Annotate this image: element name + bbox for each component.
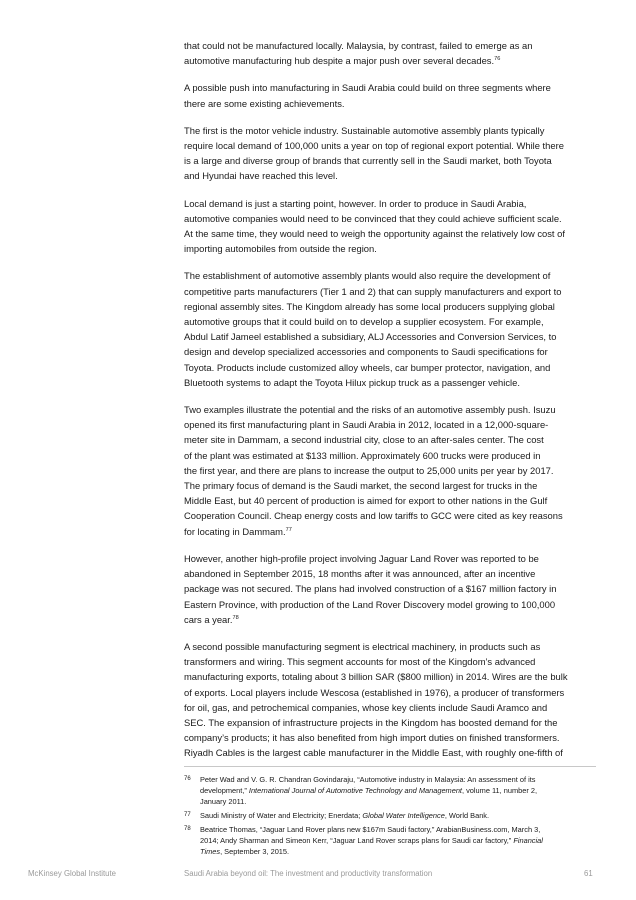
paragraph [184, 268, 596, 390]
text-line: cars a year.$^{78}$ [184, 613, 239, 625]
footnote-number: 78 [184, 826, 191, 832]
paragraph [184, 38, 596, 68]
footnote-line [200, 835, 596, 846]
footnote-line [200, 810, 596, 821]
text-line: Two examples illustrate the potential and the risks of an automotive assembly push. Isuzu [184, 404, 556, 416]
text-line: and Hyundai have reached this level. [184, 170, 338, 182]
footnote-text: development,” [200, 786, 249, 795]
text-line: the first year, and there are plans to increase the output to 25,000 units per year by 2017. [184, 464, 554, 476]
footnote-text: Beatrice Thomas, “Jaguar Land Rover plans new $167m Saudi factory,” ArabianBusiness.com, March 3, [200, 825, 541, 834]
text-line: The first is the motor vehicle industry. Sustainable automotive assembly plants typically [184, 124, 545, 136]
text-line: company’s products; it has also benefited from high import duties on finished transformers. [184, 732, 560, 744]
body-text [184, 38, 596, 773]
footnote-text: Saudi Ministry of Water and Electricity; Enerdata; [200, 811, 363, 820]
footnote-text: , World Bank. [444, 811, 490, 820]
footnote-number: 76 [184, 776, 191, 782]
footnote [184, 774, 596, 807]
publication-title: Financial [513, 836, 543, 845]
text-line: manufacturing exports, totaling about 3 billion SAR ($800 million) in 2014. Wires are the bulk [184, 671, 568, 683]
footer-report-title: Saudi Arabia beyond oil: The investment and productivity transformation [184, 869, 433, 878]
text-line: transformers and wiring. This segment accounts for most of the Kingdom’s advanced [184, 656, 536, 668]
text-line: Cooperation Council. Cheap energy costs and low tariffs to GCC were cited as key reasons [184, 510, 563, 522]
text-line: A possible push into manufacturing in Saudi Arabia could build on three segments where [184, 82, 551, 94]
text-line: abandoned in September 2015, 18 months after it was announced, after an incentive [184, 568, 536, 580]
publication-title: Times [200, 847, 221, 856]
footnote-line [200, 774, 596, 785]
footer-publisher: McKinsey Global Institute [28, 869, 116, 878]
footnote-number: 77 [184, 812, 191, 818]
paragraph [184, 551, 596, 627]
footnote-text: 2014; Andy Sharman and Simeon Kerr, “Jaguar Land Rover scraps plans for Saudi car factory,” [200, 836, 514, 845]
footnote [184, 810, 596, 821]
footnote-line [200, 824, 596, 835]
text-line: design and develop specialized accessories and components to Saudi specifications for [184, 346, 548, 358]
text-line: opened its first manufacturing plant in Saudi Arabia in 2012, located in a 12,000-square- [184, 419, 549, 431]
text-line: importing automobiles from outside the region. [184, 243, 377, 255]
footnote-line [200, 785, 596, 796]
text-line: The establishment of automotive assembly plants would also require the development of [184, 270, 551, 282]
paragraph [184, 80, 596, 110]
text-line: is a large and diverse group of brands that currently sell in the Saudi market, both Toyota [184, 155, 552, 167]
paragraph [184, 402, 596, 539]
footnote-reference[interactable]: 78 [232, 614, 239, 621]
text-line: automotive groups that it could build on to develop a supplier ecosystem. For example, [184, 316, 544, 328]
text-line: automotive manufacturing hub despite a major push over several decades.$^{76}$ [184, 55, 501, 67]
text-line: At the same time, they would need to weigh the opportunity against the relatively low cost of [184, 228, 565, 240]
footnote-reference[interactable]: 77 [285, 526, 292, 533]
footnote-reference[interactable]: 76 [494, 56, 501, 63]
publication-title: Global Water Intelligence [362, 811, 445, 820]
text-line: However, another high-profile project involving Jaguar Land Rover was reported to be [184, 552, 539, 564]
page-number: 61 [584, 869, 593, 878]
footnote-line [200, 796, 596, 807]
footnote-text: January 2011. [200, 797, 247, 806]
text-line: A second possible manufacturing segment is electrical machinery, in products such as [184, 640, 541, 652]
footnote [184, 824, 596, 857]
text-line: for oil, gas, and petrochemical companies, whose key clients include Saudi Aramco and [184, 701, 548, 713]
text-line: automotive companies would need to be convinced that they could achieve sufficient scale. [184, 212, 562, 224]
text-line: Toyota. Products include customized alloy wheels, car bumper protector, navigation, and [184, 361, 551, 373]
text-line: meter site in Dammam, a second industrial city, close to an after-sales center. The cost [184, 434, 544, 446]
text-line: The primary focus of demand is the Saudi market, the second largest for trucks in the [184, 480, 538, 492]
text-line: require local demand of 100,000 units a year on top of regional export potential. While there [184, 140, 564, 152]
text-line: Eastern Province, with production of the Land Rover Discovery model growing to 100,000 [184, 598, 556, 610]
footnote-text: Peter Wad and V. G. R. Chandran Govindaraju, “Automotive industry in Malaysia: An assessment of its [200, 775, 536, 784]
footnote-line [200, 846, 596, 857]
text-line: package was not secured. The plans had involved construction of a $167 million factory in [184, 583, 557, 595]
text-line: of exports. Local players include Wescosa (established in 1976), a producer of transformers [184, 686, 565, 698]
text-line: that could not be manufactured locally. Malaysia, by contrast, failed to emerge as an [184, 40, 533, 51]
publication-title: International Journal of Automotive Technology and Management [248, 786, 462, 795]
text-line: for locating in Dammam.$^{77}$ [184, 525, 292, 537]
text-line: Bluetooth systems to adapt the Toyota Hilux pickup truck as a passenger vehicle. [184, 376, 520, 388]
text-line: of the plant was estimated at $133 million. Approximately 600 trucks were produced in [184, 449, 541, 461]
footnote-text: , volume 11, number 2, [462, 786, 538, 795]
paragraph [184, 196, 596, 257]
paragraph [184, 123, 596, 184]
text-line: Local demand is just a starting point, however. In order to produce in Saudi Arabia, [184, 197, 527, 209]
paragraph [184, 639, 596, 761]
text-line: there are some existing achievements. [184, 97, 345, 109]
footnotes [184, 766, 596, 860]
text-line: Riyadh Cables is the largest cable manufacturer in the Middle East, with roughly one-fifth of [184, 747, 563, 759]
text-line: Middle East, but 40 percent of production is aimed for export to other nations in the Gulf [184, 495, 548, 507]
text-line: regional assembly sites. The Kingdom already has some local producers supplying global [184, 300, 555, 312]
footnote-text: , September 3, 2015. [220, 847, 290, 856]
text-line: Abdul Latif Jameel established a subsidiary, ALJ Accessories and Conversion Services, to [184, 331, 557, 343]
text-line: SEC. The expansion of infrastructure projects in the Kingdom has boosted demand for the [184, 716, 558, 728]
text-line: competitive parts manufacturers (Tier 1 and 2) that can supply manufacturers and export to [184, 285, 562, 297]
